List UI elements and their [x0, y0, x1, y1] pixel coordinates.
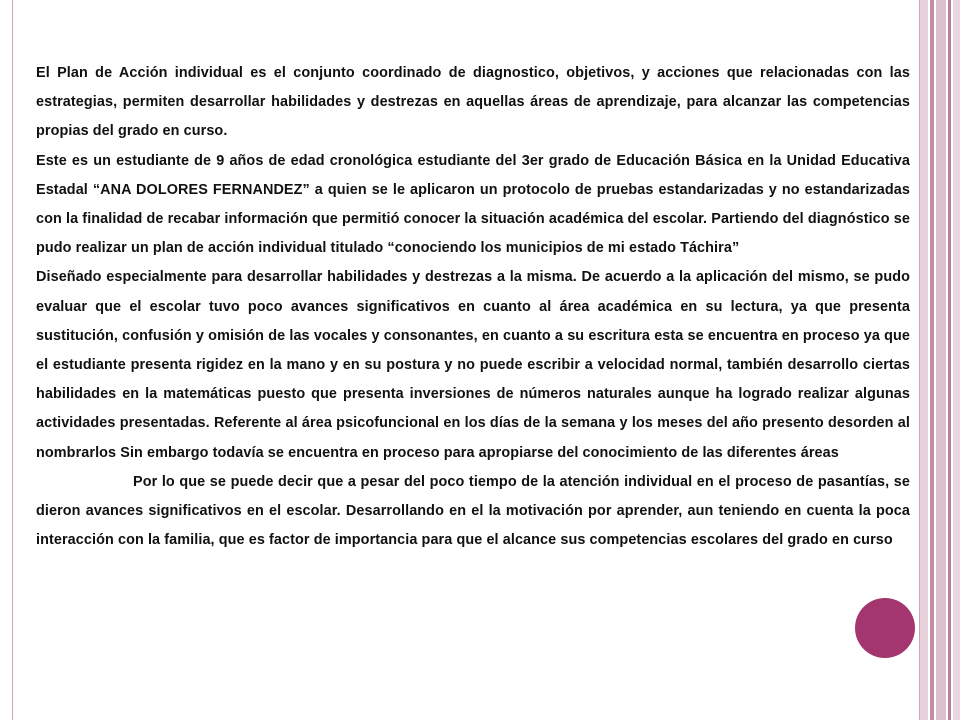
- side-bar-3: [936, 0, 946, 720]
- side-bar-1: [920, 0, 928, 720]
- paragraph-evaluation: Diseñado especialmente para desarrollar habilidades y destrezas a la misma. De acuerdo a la aplicación del mismo, se pudo evaluar que el escolar tuvo poco avances significativos en cuanto al área académica en su lectura, ya que presenta sustitución, confusión y omisión de las vocales y consonantes, en cuanto a su escritura esta se encuentra en proceso ya que el estudiante presenta rigidez en la mano y en su postura y no puede escribir a velocidad normal, también desarrollo ciertas habilidades en la matemáticas puesto que presenta inversiones de números naturales aunque ha logrado realizar algunas actividades presentadas. Referente al área psicofuncional en los días de la semana y los meses del año presento desorden al nombrarlos Sin embargo todavía se encuentra en proceso para apropiarse del conocimiento de las diferentes áreas: [36, 269, 910, 461]
- accent-circle: [855, 598, 915, 658]
- side-bar-5: [953, 0, 960, 720]
- paragraph-student-diagnosis: Este es un estudiante de 9 años de edad cronológica estudiante del 3er grado de Educación Básica en la Unidad Educativa Estadal “ANA DOLORES FERNANDEZ” a quien se le aplicaron un protocolo de pruebas estandarizadas y no estandarizadas con la finalidad de recabar información que permitió conocer la situación académica del escolar. Partiendo del diagnóstico se pudo realizar un plan de acción individual titulado “conociendo los municipios de mi estado Táchira”: [36, 152, 910, 257]
- body-text: [36, 59, 910, 555]
- side-bar-2: [930, 0, 934, 720]
- paragraph-conclusion: Por lo que se puede decir que a pesar del poco tiempo de la atención individual en el proceso de pasantías, se dieron avances significativos en el escolar. Desarrollando en el la motivación por aprender, aun teniendo en cuenta la poca interacción con la familia, que es factor de importancia para que el alcance sus competencias escolares del grado en curso: [36, 473, 910, 549]
- side-bar-4: [948, 0, 951, 720]
- decorative-side-bars: [920, 0, 960, 720]
- paragraph-definition: El Plan de Acción individual es el conjunto coordinado de diagnostico, objetivos, y acciones que relacionadas con las estrategias, permiten desarrollar habilidades y destrezas en aquellas áreas de aprendizaje, para alcanzar las competencias propias del grado en curso.: [36, 65, 910, 140]
